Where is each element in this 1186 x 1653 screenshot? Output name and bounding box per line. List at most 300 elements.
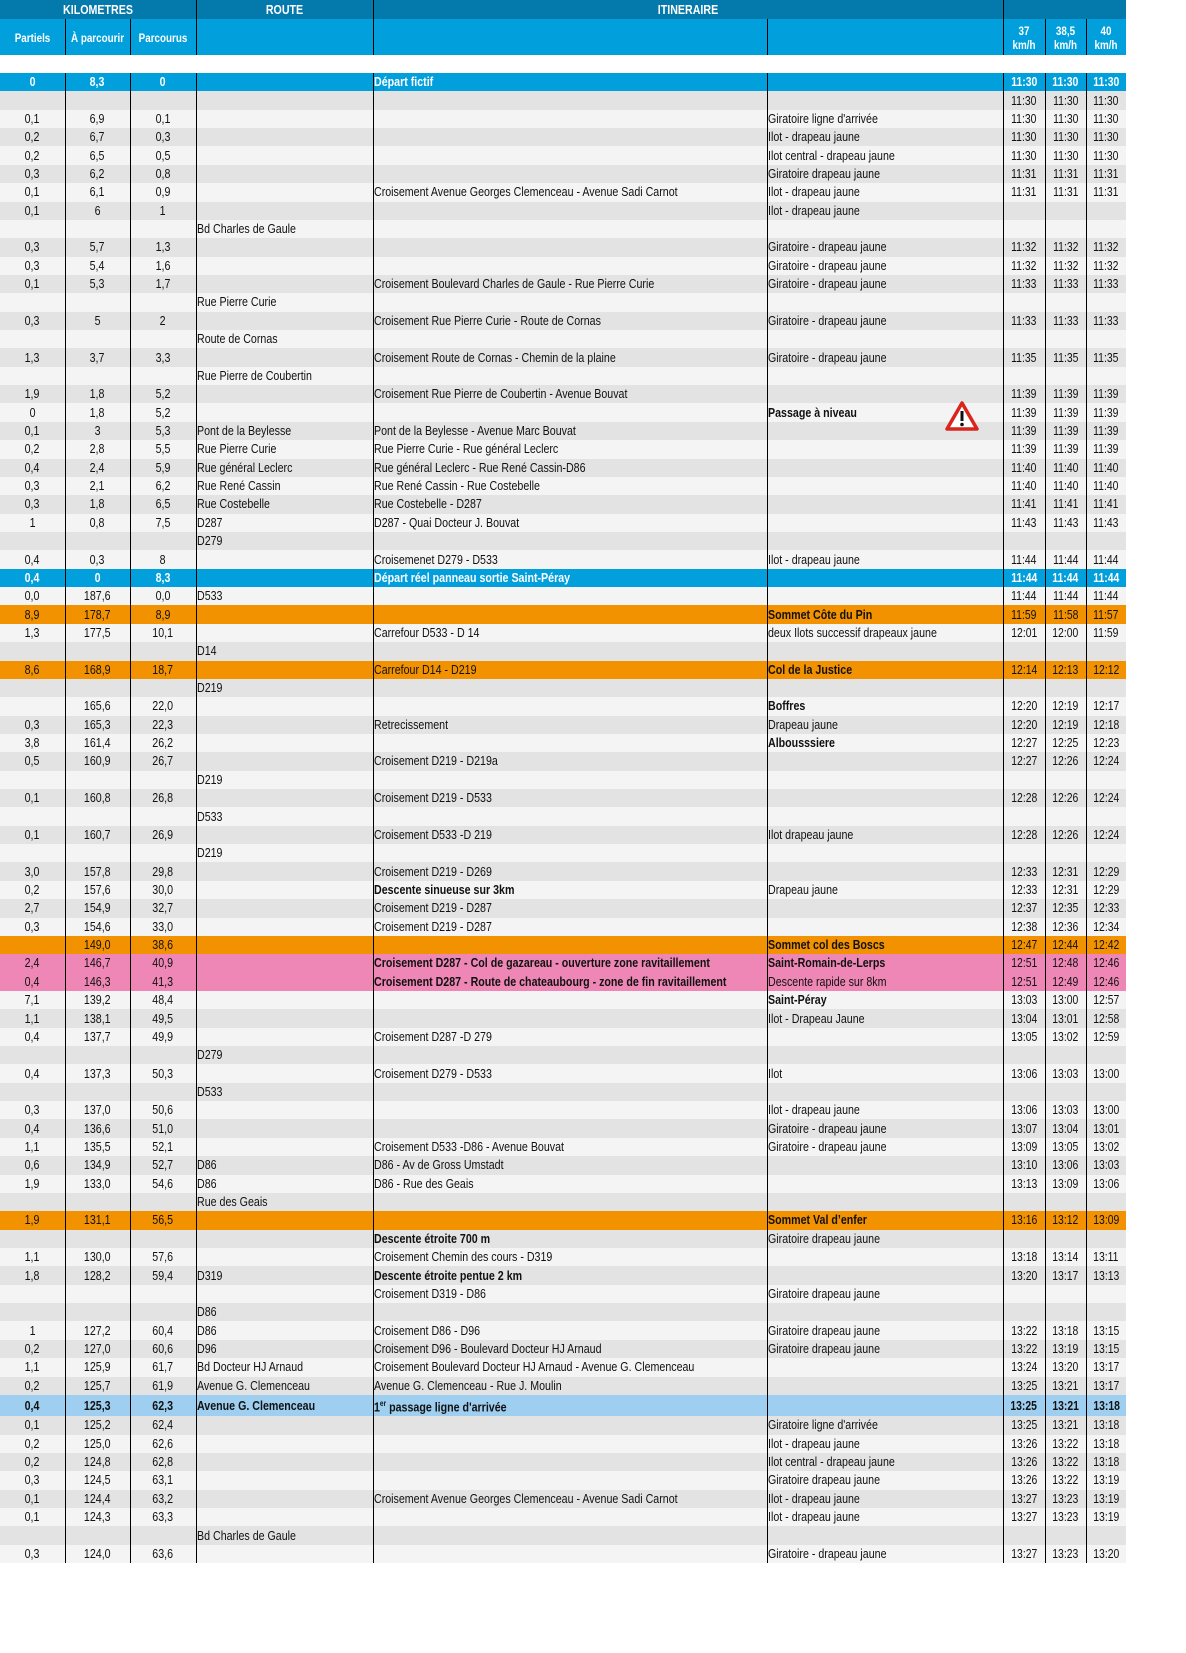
time-40-text: 13:17 <box>1093 1359 1120 1375</box>
km-a-parcourir-text: 146,7 <box>84 955 111 971</box>
km-parcourus-text: 5,5 <box>155 441 171 457</box>
cell-km-partiels <box>0 1156 65 1174</box>
km-partiels-text: 0,1 <box>24 1417 40 1433</box>
km-a-parcourir-text: 177,5 <box>84 624 111 640</box>
cell-time-38-5 <box>1045 624 1086 642</box>
cell-km-a-parcourir <box>65 826 130 844</box>
time-37-text: 11:59 <box>1011 606 1037 622</box>
km-parcourus-text: 22,0 <box>152 698 174 714</box>
km-parcourus-text: 62,3 <box>152 1397 174 1413</box>
cell-km-parcourus <box>130 440 196 458</box>
table-row <box>0 1230 1126 1248</box>
route-text: D86 <box>196 1322 217 1338</box>
header-speed-40 <box>1090 24 1123 52</box>
itineraire-text: Croisement Route de Cornas - Chemin de la plaine <box>373 349 616 365</box>
km-a-parcourir-text: 124,0 <box>84 1545 111 1561</box>
time-37-text: 12:51 <box>1010 973 1038 989</box>
time-40-text: 12:42 <box>1093 937 1120 953</box>
km-parcourus-text: 0,1 <box>155 110 171 126</box>
cell-km-parcourus <box>130 752 196 770</box>
cell-route <box>196 661 373 679</box>
table-row <box>0 312 1126 330</box>
km-partiels-text: 0,6 <box>24 1157 40 1173</box>
cell-km-partiels <box>0 789 65 807</box>
cell-itineraire <box>373 587 767 605</box>
cell-time-37 <box>1003 1377 1045 1395</box>
km-partiels-text: 8,9 <box>24 606 40 622</box>
table-row <box>0 697 1126 715</box>
cell-route <box>196 495 373 513</box>
cell-time-40 <box>1086 862 1126 880</box>
cell-note <box>767 238 1003 256</box>
km-parcourus-text: 48,4 <box>152 992 174 1008</box>
cell-km-parcourus <box>130 844 196 862</box>
km-a-parcourir-text: 8,3 <box>90 74 105 90</box>
km-parcourus-text: 26,7 <box>152 753 174 769</box>
cell-time-40 <box>1086 1453 1126 1471</box>
cell-km-parcourus <box>130 862 196 880</box>
km-parcourus-text: 49,9 <box>152 1028 174 1044</box>
cell-time-40 <box>1086 403 1126 421</box>
cell-time-40 <box>1086 1230 1126 1248</box>
cell-itineraire <box>373 440 767 458</box>
time-40-text: 12:46 <box>1093 973 1120 989</box>
cell-time-37 <box>1003 661 1045 679</box>
time-38-5-text: 11:32 <box>1052 257 1079 273</box>
time-38-5-text: 12:31 <box>1052 881 1079 897</box>
cell-itineraire <box>373 1266 767 1284</box>
time-40-text: 13:18 <box>1093 1454 1120 1470</box>
table-row <box>0 1395 1126 1416</box>
cell-itineraire <box>373 532 767 550</box>
time-37-text: 11:43 <box>1011 514 1037 530</box>
table-row <box>0 1083 1126 1101</box>
cell-itineraire <box>373 1545 767 1563</box>
cell-km-parcourus <box>130 936 196 954</box>
cell-km-partiels <box>0 1453 65 1471</box>
cell-time-37 <box>1003 422 1045 440</box>
table-row <box>0 973 1126 991</box>
divider <box>1045 19 1046 55</box>
table-row <box>0 128 1126 146</box>
km-partiels-text: 0,2 <box>24 1435 40 1451</box>
km-partiels-text: 0,1 <box>24 110 40 126</box>
cell-km-parcourus <box>130 1303 196 1321</box>
cell-time-38-5 <box>1045 973 1086 991</box>
route-text: D86 <box>196 1157 217 1173</box>
table-row <box>0 257 1126 275</box>
note-text: Drapeau jaune <box>767 716 838 732</box>
cell-km-partiels <box>0 1266 65 1284</box>
cell-km-a-parcourir <box>65 1193 130 1211</box>
cell-itineraire <box>373 569 767 587</box>
note-text: Giratoire - drapeau jaune <box>767 239 887 255</box>
itineraire-text: Retrecissement <box>373 716 448 732</box>
cell-note <box>767 1453 1003 1471</box>
cell-note <box>767 1028 1003 1046</box>
cell-note <box>767 918 1003 936</box>
cell-time-37 <box>1003 973 1045 991</box>
time-38-5-text: 12:26 <box>1052 753 1079 769</box>
time-38-5-text: 13:03 <box>1052 1065 1079 1081</box>
km-partiels-text: 0,3 <box>24 496 40 512</box>
table-row <box>0 1046 1126 1064</box>
time-38-5-text: 13:03 <box>1052 1102 1079 1118</box>
time-40-text: 11:57 <box>1093 606 1119 622</box>
cell-time-40 <box>1086 789 1126 807</box>
cell-time-37 <box>1003 1175 1045 1193</box>
cell-km-partiels <box>0 532 65 550</box>
itineraire-text: Descente sinueuse sur 3km <box>373 881 514 897</box>
time-38-5-text: 11:33 <box>1052 276 1079 292</box>
table-row <box>0 91 1126 109</box>
km-partiels-text: 0,3 <box>24 165 40 181</box>
header-route: ROUTE <box>265 2 304 17</box>
cell-km-partiels <box>0 165 65 183</box>
cell-time-40 <box>1086 1028 1126 1046</box>
km-parcourus-text: 7,5 <box>155 514 171 530</box>
cell-time-38-5 <box>1045 862 1086 880</box>
time-38-5-text: 11:39 <box>1052 441 1079 457</box>
km-parcourus-text: 0,8 <box>155 165 171 181</box>
time-37-text: 13:03 <box>1010 992 1038 1008</box>
ordinal-number: 1 <box>373 1399 380 1415</box>
km-a-parcourir-text: 124,5 <box>84 1472 111 1488</box>
km-a-parcourir-text: 6,1 <box>90 184 105 200</box>
time-37-text: 12:51 <box>1010 955 1038 971</box>
time-40-text: 11:44 <box>1093 551 1119 567</box>
km-parcourus-text: 18,7 <box>152 661 174 677</box>
table-row <box>0 918 1126 936</box>
cell-km-parcourus <box>130 716 196 734</box>
cell-note <box>767 202 1003 220</box>
cell-route <box>196 899 373 917</box>
note-text: Ilot - drapeau jaune <box>767 551 860 567</box>
route-text: D96 <box>196 1340 217 1356</box>
cell-time-40 <box>1086 1321 1126 1339</box>
cell-km-parcourus <box>130 403 196 421</box>
time-37-text: 13:06 <box>1010 1065 1038 1081</box>
cell-route <box>196 73 373 91</box>
itineraire-text: Croisement D86 - D96 <box>373 1322 480 1338</box>
cell-km-a-parcourir <box>65 110 130 128</box>
cell-km-a-parcourir <box>65 1340 130 1358</box>
cell-time-38-5 <box>1045 1358 1086 1376</box>
cell-note <box>767 477 1003 495</box>
cell-route <box>196 1358 373 1376</box>
km-a-parcourir-text: 1,8 <box>90 496 105 512</box>
km-a-parcourir-text: 125,7 <box>84 1377 111 1393</box>
cell-km-parcourus <box>130 991 196 1009</box>
cell-time-38-5 <box>1045 1028 1086 1046</box>
cell-km-parcourus <box>130 789 196 807</box>
cell-time-38-5 <box>1045 807 1086 825</box>
cell-km-partiels <box>0 367 65 385</box>
route-text: D219 <box>196 680 222 696</box>
cell-km-parcourus <box>130 679 196 697</box>
cell-time-37 <box>1003 367 1045 385</box>
cell-time-40 <box>1086 1395 1126 1416</box>
cell-itineraire <box>373 385 767 403</box>
cell-km-parcourus <box>130 1490 196 1508</box>
cell-km-partiels <box>0 1138 65 1156</box>
km-a-parcourir-text: 6,9 <box>90 110 105 126</box>
time-38-5-text: 11:30 <box>1052 92 1079 108</box>
header-speed-37 <box>1007 24 1041 52</box>
cell-time-37 <box>1003 1156 1045 1174</box>
table-row <box>0 440 1126 458</box>
cell-itineraire <box>373 422 767 440</box>
time-40-text: 11:39 <box>1093 404 1119 420</box>
cell-note <box>767 973 1003 991</box>
cell-km-partiels <box>0 771 65 789</box>
cell-itineraire <box>373 881 767 899</box>
itineraire-text: Départ réel panneau sortie Saint-Péray <box>373 569 570 585</box>
note-text: Ilot - drapeau jaune <box>767 129 860 145</box>
cell-km-a-parcourir <box>65 1377 130 1395</box>
cell-km-parcourus <box>130 1046 196 1064</box>
cell-km-partiels <box>0 1046 65 1064</box>
km-partiels-text: 3,0 <box>24 863 40 879</box>
time-37-text: 13:07 <box>1010 1120 1038 1136</box>
cell-time-37 <box>1003 1248 1045 1266</box>
cell-km-partiels <box>0 1303 65 1321</box>
table-row <box>0 1358 1126 1376</box>
cell-km-partiels <box>0 1377 65 1395</box>
km-parcourus-text: 63,6 <box>152 1545 174 1561</box>
km-a-parcourir-text: 1,8 <box>90 404 105 420</box>
note-text: Giratoire - drapeau jaune <box>767 349 887 365</box>
time-40-text: 13:19 <box>1093 1509 1120 1525</box>
km-partiels-text: 0,4 <box>24 1120 40 1136</box>
cell-time-40 <box>1086 1083 1126 1101</box>
cell-km-partiels <box>0 257 65 275</box>
time-37-text: 13:18 <box>1010 1249 1038 1265</box>
km-partiels-text: 3,8 <box>24 735 40 751</box>
cell-km-partiels <box>0 1028 65 1046</box>
itineraire-text: Rue général Leclerc - Rue René Cassin-D86 <box>373 459 586 475</box>
cell-itineraire <box>373 734 767 752</box>
cell-time-38-5 <box>1045 844 1086 862</box>
cell-km-a-parcourir <box>65 771 130 789</box>
time-38-5-text: 13:04 <box>1052 1120 1079 1136</box>
cell-note <box>767 789 1003 807</box>
divider <box>1003 0 1004 55</box>
note-text: Giratoire drapeau jaune <box>767 165 880 181</box>
cell-time-38-5 <box>1045 881 1086 899</box>
cell-km-a-parcourir <box>65 1028 130 1046</box>
cell-km-a-parcourir <box>65 1156 130 1174</box>
cell-itineraire <box>373 1416 767 1434</box>
time-37-text: 12:14 <box>1010 661 1038 677</box>
cell-route <box>196 1248 373 1266</box>
km-partiels-text: 1 <box>29 1322 36 1338</box>
cell-time-40 <box>1086 1303 1126 1321</box>
cell-note <box>767 367 1003 385</box>
note-text: Ilot - drapeau jaune <box>767 1435 860 1451</box>
cell-km-partiels <box>0 1175 65 1193</box>
cell-time-38-5 <box>1045 752 1086 770</box>
itineraire-text: Carrefour D14 - D219 <box>373 661 476 677</box>
km-parcourus-text: 32,7 <box>152 900 174 916</box>
time-38-5-text: 13:23 <box>1052 1509 1079 1525</box>
time-38-5-text: 13:21 <box>1052 1397 1079 1413</box>
cell-note <box>767 569 1003 587</box>
cell-route <box>196 936 373 954</box>
cell-note <box>767 1303 1003 1321</box>
cell-time-40 <box>1086 973 1126 991</box>
cell-time-37 <box>1003 642 1045 660</box>
cell-km-a-parcourir <box>65 1453 130 1471</box>
cell-time-37 <box>1003 1119 1045 1137</box>
cell-time-37 <box>1003 1285 1045 1303</box>
cell-itineraire <box>373 91 767 109</box>
cell-note <box>767 1248 1003 1266</box>
time-37-text: 12:20 <box>1010 698 1038 714</box>
cell-km-partiels <box>0 73 65 91</box>
cell-time-37 <box>1003 1471 1045 1489</box>
note-text: Passage à niveau <box>767 404 857 420</box>
cell-km-parcourus <box>130 642 196 660</box>
route-text: Rue des Geais <box>196 1194 268 1210</box>
cell-time-38-5 <box>1045 1321 1086 1339</box>
table-row <box>0 165 1126 183</box>
cell-note <box>767 1211 1003 1229</box>
cell-itineraire <box>373 330 767 348</box>
itineraire-text: D287 - Quai Docteur J. Bouvat <box>373 514 519 530</box>
itineraire-text: Croisement Avenue Georges Clemenceau - Avenue Sadi Carnot <box>373 1490 678 1506</box>
cell-route <box>196 146 373 164</box>
cell-time-40 <box>1086 128 1126 146</box>
cell-time-37 <box>1003 514 1045 532</box>
table-row <box>0 716 1126 734</box>
cell-km-parcourus <box>130 1340 196 1358</box>
note-text: Albousssiere <box>767 735 835 751</box>
cell-itineraire <box>373 1508 767 1526</box>
cell-route <box>196 1377 373 1395</box>
divider <box>130 19 131 55</box>
cell-time-40 <box>1086 165 1126 183</box>
km-parcourus-text: 8,9 <box>155 606 171 622</box>
cell-time-40 <box>1086 954 1126 972</box>
time-38-5-text: 11:39 <box>1052 404 1079 420</box>
km-partiels-text: 0,2 <box>24 881 40 897</box>
km-partiels-text: 1,1 <box>24 1139 40 1155</box>
cell-route <box>196 1526 373 1544</box>
cell-km-parcourus <box>130 1119 196 1137</box>
cell-itineraire <box>373 716 767 734</box>
cell-itineraire <box>373 1009 767 1027</box>
cell-time-38-5 <box>1045 495 1086 513</box>
cell-note <box>767 1230 1003 1248</box>
km-a-parcourir-text: 3 <box>94 423 101 438</box>
cell-time-37 <box>1003 275 1045 293</box>
cell-note <box>767 312 1003 330</box>
cell-km-partiels <box>0 1285 65 1303</box>
cell-itineraire <box>373 1340 767 1358</box>
cell-time-37 <box>1003 569 1045 587</box>
cell-time-40 <box>1086 110 1126 128</box>
cell-itineraire <box>373 1046 767 1064</box>
cell-time-37 <box>1003 954 1045 972</box>
km-parcourus-text: 33,0 <box>152 918 174 934</box>
cell-time-38-5 <box>1045 367 1086 385</box>
cell-route <box>196 789 373 807</box>
cell-km-partiels <box>0 293 65 311</box>
cell-itineraire <box>373 1193 767 1211</box>
cell-route <box>196 642 373 660</box>
cell-km-a-parcourir <box>65 1046 130 1064</box>
cell-note <box>767 1321 1003 1339</box>
time-38-5-text: 13:14 <box>1052 1249 1079 1265</box>
cell-time-37 <box>1003 550 1045 568</box>
cell-itineraire <box>373 1248 767 1266</box>
itineraire-text: Descente étroite 700 m <box>373 1230 490 1246</box>
km-partiels-text: 7,1 <box>24 992 40 1008</box>
time-37-text: 13:16 <box>1010 1212 1038 1228</box>
cell-route <box>196 1266 373 1284</box>
km-a-parcourir-text: 138,1 <box>84 1010 111 1026</box>
cell-time-38-5 <box>1045 275 1086 293</box>
cell-time-40 <box>1086 1064 1126 1082</box>
cell-time-38-5 <box>1045 220 1086 238</box>
table-row <box>0 587 1126 605</box>
cell-note <box>767 1083 1003 1101</box>
cell-km-parcourus <box>130 1175 196 1193</box>
route-text: D219 <box>196 845 222 861</box>
time-40-text: 11:33 <box>1093 276 1119 292</box>
time-38-5-text: 11:43 <box>1052 514 1079 530</box>
time-40-text: 11:30 <box>1093 110 1119 126</box>
cell-note <box>767 220 1003 238</box>
cell-note <box>767 1046 1003 1064</box>
cell-km-parcourus <box>130 257 196 275</box>
cell-route <box>196 734 373 752</box>
route-text: D219 <box>196 771 222 787</box>
cell-time-40 <box>1086 1193 1126 1211</box>
cell-note <box>767 330 1003 348</box>
itineraire-text: Descente étroite pentue 2 km <box>373 1267 522 1283</box>
km-parcourus-text: 6,5 <box>155 496 171 512</box>
time-38-5-text: 13:17 <box>1052 1267 1079 1283</box>
route-text: D279 <box>196 1047 222 1063</box>
note-text: Ilot central - drapeau jaune <box>767 147 895 163</box>
cell-time-40 <box>1086 1248 1126 1266</box>
time-37-text: 11:44 <box>1011 551 1037 567</box>
itineraire-label: passage ligne d'arrivée <box>385 1399 507 1415</box>
note-text: Giratoire - drapeau jaune <box>767 276 887 292</box>
cell-itineraire <box>373 165 767 183</box>
cell-route <box>196 844 373 862</box>
cell-time-38-5 <box>1045 1211 1086 1229</box>
table-row <box>0 73 1126 91</box>
cell-km-partiels <box>0 569 65 587</box>
cell-time-38-5 <box>1045 1175 1086 1193</box>
cell-route <box>196 1435 373 1453</box>
km-a-parcourir-text: 131,1 <box>84 1212 111 1228</box>
table-row <box>0 1526 1126 1544</box>
time-37-text: 11:32 <box>1011 257 1037 273</box>
km-partiels-text: 0,1 <box>24 826 40 842</box>
cell-itineraire <box>373 1175 767 1193</box>
km-parcourus-text: 52,7 <box>152 1157 174 1173</box>
cell-km-partiels <box>0 1358 65 1376</box>
cell-time-38-5 <box>1045 257 1086 275</box>
time-37-text: 13:22 <box>1010 1322 1038 1338</box>
cell-km-a-parcourir <box>65 532 130 550</box>
cell-km-partiels <box>0 1340 65 1358</box>
cell-km-a-parcourir <box>65 202 130 220</box>
